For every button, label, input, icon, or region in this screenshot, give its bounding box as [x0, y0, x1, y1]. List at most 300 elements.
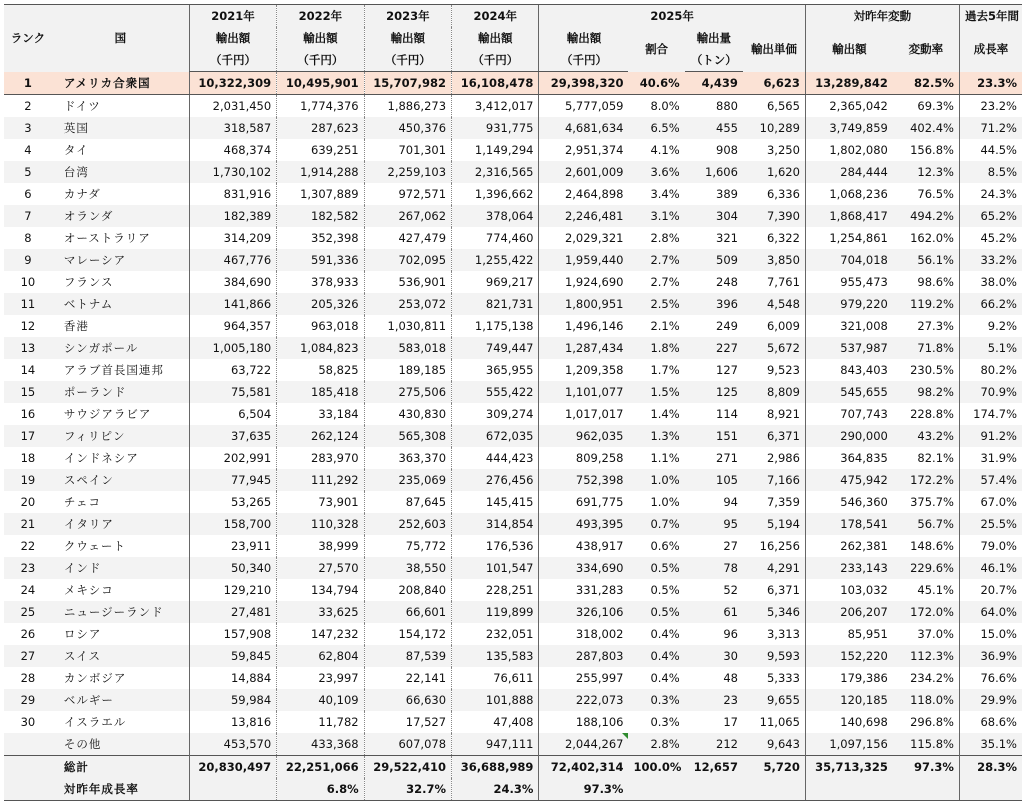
export-2022-cell: 283,970 — [277, 447, 364, 469]
export-2025-cell: 2,246,481 — [539, 205, 629, 227]
yoy-rate-cell: 296.8% — [893, 711, 960, 733]
country-cell: チェコ — [52, 491, 189, 513]
country-cell: タイ — [52, 139, 189, 161]
export-2023-cell: 1,886,273 — [364, 95, 451, 118]
export-2022-cell: 111,292 — [277, 469, 364, 491]
unit-price-cell: 6,336 — [743, 183, 805, 205]
yoy-rate-cell: 229.6% — [893, 557, 960, 579]
export-2023-cell: 430,830 — [364, 403, 451, 425]
export-2025-cell: 287,803 — [539, 645, 629, 667]
growth-rate-cell: 33.2% — [959, 249, 1022, 271]
export-2023-cell: 972,571 — [364, 183, 451, 205]
total-growth-cell: 28.3% — [959, 756, 1022, 779]
export-2021-cell: 27,481 — [189, 601, 276, 623]
export-2024-cell: 232,051 — [452, 623, 539, 645]
share-cell: 0.4% — [628, 667, 684, 689]
export-2022-cell: 639,251 — [277, 139, 364, 161]
export-2023-cell: 702,095 — [364, 249, 451, 271]
country-cell: フィリピン — [52, 425, 189, 447]
export-2021-cell: 2,031,450 — [189, 95, 276, 118]
rank-cell: 20 — [4, 491, 52, 513]
export-2025-cell: 493,395 — [539, 513, 629, 535]
yoy-value-cell: 290,000 — [805, 425, 892, 447]
yoy-value-cell: 103,032 — [805, 579, 892, 601]
export-2023-cell: 66,630 — [364, 689, 451, 711]
unit-price-cell: 5,346 — [743, 601, 805, 623]
growth-rate-cell: 76.6% — [959, 667, 1022, 689]
growth-2023-cell: 32.7% — [364, 778, 451, 801]
export-2024-cell: 931,775 — [452, 117, 539, 139]
growth-rate-header: 成長率 — [959, 27, 1022, 72]
export-2021-cell: 50,340 — [189, 557, 276, 579]
growth-rate-cell: 65.2% — [959, 205, 1022, 227]
volume-cell: 52 — [685, 579, 743, 601]
export-2021-cell: 314,209 — [189, 227, 276, 249]
export-2022-cell: 134,794 — [277, 579, 364, 601]
export-2023-cell: 38,550 — [364, 557, 451, 579]
export-2022-cell: 287,623 — [277, 117, 364, 139]
export-2022-cell: 147,232 — [277, 623, 364, 645]
growth-2022-cell: 6.8% — [277, 778, 364, 801]
export-2023-cell: 66,601 — [364, 601, 451, 623]
yoy-value-cell: 233,143 — [805, 557, 892, 579]
rank-cell: 19 — [4, 469, 52, 491]
unit-price-cell: 3,313 — [743, 623, 805, 645]
year-2024-header: 2024年 — [452, 5, 539, 28]
growth-rate-cell: 9.2% — [959, 315, 1022, 337]
country-cell: ポーランド — [52, 381, 189, 403]
volume-cell: 127 — [685, 359, 743, 381]
growth-rate-cell: 36.9% — [959, 645, 1022, 667]
country-cell: オランダ — [52, 205, 189, 227]
export-2021-cell: 157,908 — [189, 623, 276, 645]
unit-price-cell: 16,256 — [743, 535, 805, 557]
growth-rate-cell: 29.9% — [959, 689, 1022, 711]
export-2021-cell: 468,374 — [189, 139, 276, 161]
table-row — [4, 205, 1022, 227]
export-2022-cell: 23,997 — [277, 667, 364, 689]
yoy-rate-cell: 45.1% — [893, 579, 960, 601]
yoy-value-cell: 120,185 — [805, 689, 892, 711]
export-2024-cell: 276,456 — [452, 469, 539, 491]
yoy-rate-cell: 98.2% — [893, 381, 960, 403]
rank-cell: 4 — [4, 139, 52, 161]
table-row — [4, 469, 1022, 491]
country-cell: メキシコ — [52, 579, 189, 601]
yoy-rate-cell: 56.1% — [893, 249, 960, 271]
rank-cell — [4, 733, 52, 756]
total-label: 総計 — [52, 756, 189, 779]
unit-ton-header: （トン） — [685, 49, 743, 72]
table-row — [4, 72, 1022, 95]
unit-2024-header: （千円） — [452, 49, 539, 72]
yoy-value-cell: 178,541 — [805, 513, 892, 535]
unit-price-cell: 3,250 — [743, 139, 805, 161]
table-row — [4, 579, 1022, 601]
export-2024-cell: 555,422 — [452, 381, 539, 403]
unit-price-cell: 6,371 — [743, 579, 805, 601]
growth-empty-cell — [685, 778, 743, 801]
export-2024-cell: 969,217 — [452, 271, 539, 293]
table-row — [4, 95, 1022, 118]
yoy-rate-cell: 228.8% — [893, 403, 960, 425]
export-2021-cell: 63,722 — [189, 359, 276, 381]
export-2021-cell: 59,984 — [189, 689, 276, 711]
share-cell: 2.8% — [628, 733, 684, 756]
volume-cell: 1,606 — [685, 161, 743, 183]
export-2025-cell: 5,777,059 — [539, 95, 629, 118]
unit-price-cell: 9,523 — [743, 359, 805, 381]
growth-rank-cell — [4, 778, 52, 801]
share-cell: 1.1% — [628, 447, 684, 469]
export-2022-cell: 352,398 — [277, 227, 364, 249]
share-cell: 3.6% — [628, 161, 684, 183]
export-2022-cell: 27,570 — [277, 557, 364, 579]
export-2021-cell: 14,884 — [189, 667, 276, 689]
export-2024-cell: 16,108,478 — [452, 72, 539, 95]
export-value-2024-header: 輸出額 — [452, 27, 539, 49]
yoy-value-header: 輸出額 — [805, 27, 892, 72]
share-cell: 0.5% — [628, 579, 684, 601]
volume-cell: 304 — [685, 205, 743, 227]
export-2021-cell: 467,776 — [189, 249, 276, 271]
export-2025-cell: 255,997 — [539, 667, 629, 689]
yoy-value-cell: 364,835 — [805, 447, 892, 469]
export-2023-cell: 189,185 — [364, 359, 451, 381]
table-row — [4, 139, 1022, 161]
share-cell: 1.4% — [628, 403, 684, 425]
rank-cell: 18 — [4, 447, 52, 469]
year-2023-header: 2023年 — [364, 5, 451, 28]
yoy-value-cell: 1,868,417 — [805, 205, 892, 227]
country-cell: イスラエル — [52, 711, 189, 733]
country-cell: ベルギー — [52, 689, 189, 711]
yoy-rate-cell: 230.5% — [893, 359, 960, 381]
country-cell: インドネシア — [52, 447, 189, 469]
rank-cell: 12 — [4, 315, 52, 337]
volume-cell: 78 — [685, 557, 743, 579]
table-row — [4, 249, 1022, 271]
table-row — [4, 667, 1022, 689]
unit-price-cell: 5,194 — [743, 513, 805, 535]
share-cell: 2.1% — [628, 315, 684, 337]
export-2023-cell: 2,259,103 — [364, 161, 451, 183]
share-cell: 0.4% — [628, 645, 684, 667]
growth-rate-cell: 5.1% — [959, 337, 1022, 359]
country-cell: インド — [52, 557, 189, 579]
unit-price-cell: 7,166 — [743, 469, 805, 491]
yoy-value-cell: 707,743 — [805, 403, 892, 425]
export-2025-cell: 962,035 — [539, 425, 629, 447]
table-row — [4, 491, 1022, 513]
export-2022-cell: 1,307,889 — [277, 183, 364, 205]
total-yoy-rate-cell: 97.3% — [893, 756, 960, 779]
export-2023-cell: 17,527 — [364, 711, 451, 733]
rank-cell: 16 — [4, 403, 52, 425]
export-2021-cell: 182,389 — [189, 205, 276, 227]
export-2021-cell: 202,991 — [189, 447, 276, 469]
volume-cell: 151 — [685, 425, 743, 447]
share-cell: 2.7% — [628, 271, 684, 293]
export-2025-cell: 1,800,951 — [539, 293, 629, 315]
export-2025-cell: 29,398,320 — [539, 72, 629, 95]
export-2025-cell: 318,002 — [539, 623, 629, 645]
growth-rate-cell: 46.1% — [959, 557, 1022, 579]
country-cell: アラブ首長国連邦 — [52, 359, 189, 381]
yoy-rate-cell: 156.8% — [893, 139, 960, 161]
unit-price-cell: 5,672 — [743, 337, 805, 359]
total-2022-cell: 22,251,066 — [277, 756, 364, 779]
growth-rate-cell: 23.3% — [959, 72, 1022, 95]
export-2025-cell: 1,959,440 — [539, 249, 629, 271]
unit-price-cell: 2,986 — [743, 447, 805, 469]
growth-rate-cell: 80.2% — [959, 359, 1022, 381]
export-2022-cell: 110,328 — [277, 513, 364, 535]
growth-rate-cell: 67.0% — [959, 491, 1022, 513]
export-2024-cell: 365,955 — [452, 359, 539, 381]
yoy-rate-cell: 148.6% — [893, 535, 960, 557]
share-cell: 0.3% — [628, 711, 684, 733]
rank-cell: 27 — [4, 645, 52, 667]
export-value-2025-header: 輸出額 — [539, 27, 629, 49]
volume-cell: 30 — [685, 645, 743, 667]
export-2023-cell: 208,840 — [364, 579, 451, 601]
table-row — [4, 315, 1022, 337]
yoy-value-cell: 2,365,042 — [805, 95, 892, 118]
table-row — [4, 645, 1022, 667]
export-2021-cell: 10,322,309 — [189, 72, 276, 95]
export-2024-cell: 135,583 — [452, 645, 539, 667]
table-row — [4, 689, 1022, 711]
growth-rate-cell: 71.2% — [959, 117, 1022, 139]
yoy-rate-cell: 12.3% — [893, 161, 960, 183]
table-row — [4, 425, 1022, 447]
volume-cell: 105 — [685, 469, 743, 491]
export-2022-cell: 11,782 — [277, 711, 364, 733]
unit-price-cell: 7,359 — [743, 491, 805, 513]
table-row — [4, 623, 1022, 645]
rank-cell: 25 — [4, 601, 52, 623]
export-2022-cell: 591,336 — [277, 249, 364, 271]
growth-rate-cell: 57.4% — [959, 469, 1022, 491]
export-2022-cell: 58,825 — [277, 359, 364, 381]
export-2025-cell: 1,101,077 — [539, 381, 629, 403]
yoy-value-cell: 262,381 — [805, 535, 892, 557]
country-cell: その他 — [52, 733, 189, 756]
export-2021-cell: 384,690 — [189, 271, 276, 293]
rank-cell: 13 — [4, 337, 52, 359]
unit-price-cell: 9,643 — [743, 733, 805, 756]
export-2024-cell: 774,460 — [452, 227, 539, 249]
five-year-group-header: 過去5年間 — [959, 5, 1022, 28]
unit-price-cell: 6,565 — [743, 95, 805, 118]
export-2024-cell: 119,899 — [452, 601, 539, 623]
total-2023-cell: 29,522,410 — [364, 756, 451, 779]
yoy-value-cell: 955,473 — [805, 271, 892, 293]
comment-indicator-icon[interactable] — [622, 733, 628, 739]
export-2023-cell: 536,901 — [364, 271, 451, 293]
country-cell: カナダ — [52, 183, 189, 205]
export-2021-cell: 964,357 — [189, 315, 276, 337]
rank-cell: 5 — [4, 161, 52, 183]
export-2023-cell: 275,506 — [364, 381, 451, 403]
table-header — [4, 5, 1022, 72]
yoy-rate-cell: 27.3% — [893, 315, 960, 337]
unit-price-cell: 6,371 — [743, 425, 805, 447]
growth-rate-cell: 8.5% — [959, 161, 1022, 183]
export-2023-cell: 15,707,982 — [364, 72, 451, 95]
unit-price-cell: 7,761 — [743, 271, 805, 293]
total-yoy-value-cell: 35,713,325 — [805, 756, 892, 779]
yoy-rate-cell: 76.5% — [893, 183, 960, 205]
yoy-rate-cell: 162.0% — [893, 227, 960, 249]
yoy-value-cell: 152,220 — [805, 645, 892, 667]
volume-cell: 61 — [685, 601, 743, 623]
rank-cell: 14 — [4, 359, 52, 381]
rank-cell: 28 — [4, 667, 52, 689]
export-2023-cell: 450,376 — [364, 117, 451, 139]
export-2025-cell: 691,775 — [539, 491, 629, 513]
export-2021-cell: 141,866 — [189, 293, 276, 315]
yoy-rate-cell: 115.8% — [893, 733, 960, 756]
yoy-value-cell: 1,254,861 — [805, 227, 892, 249]
total-unit-price-cell: 5,720 — [743, 756, 805, 779]
export-2021-cell: 453,570 — [189, 733, 276, 756]
unit-price-cell: 11,065 — [743, 711, 805, 733]
yoy-rate-cell: 82.5% — [893, 72, 960, 95]
export-2025-cell: 1,496,146 — [539, 315, 629, 337]
yoy-rate-cell: 37.0% — [893, 623, 960, 645]
total-row — [4, 756, 1022, 779]
rank-header: ランク — [4, 5, 52, 72]
export-2021-cell: 129,210 — [189, 579, 276, 601]
export-2024-cell: 314,854 — [452, 513, 539, 535]
table-row — [4, 403, 1022, 425]
unit-price-cell: 3,850 — [743, 249, 805, 271]
country-cell: スイス — [52, 645, 189, 667]
year-2022-header: 2022年 — [277, 5, 364, 28]
growth-rate-cell: 68.6% — [959, 711, 1022, 733]
export-2021-cell: 23,911 — [189, 535, 276, 557]
yoy-value-cell: 843,403 — [805, 359, 892, 381]
volume-cell: 271 — [685, 447, 743, 469]
export-2022-cell: 40,109 — [277, 689, 364, 711]
export-2023-cell: 363,370 — [364, 447, 451, 469]
export-2024-cell: 1,175,138 — [452, 315, 539, 337]
export-2025-cell: 809,258 — [539, 447, 629, 469]
rank-cell: 11 — [4, 293, 52, 315]
yoy-value-cell: 179,386 — [805, 667, 892, 689]
yoy-rate-cell: 118.0% — [893, 689, 960, 711]
volume-cell: 94 — [685, 491, 743, 513]
total-share-cell: 100.0% — [628, 756, 684, 779]
growth-rate-cell: 70.9% — [959, 381, 1022, 403]
rank-cell: 10 — [4, 271, 52, 293]
share-cell: 0.3% — [628, 689, 684, 711]
export-2022-cell: 38,999 — [277, 535, 364, 557]
yoy-rate-cell: 98.6% — [893, 271, 960, 293]
yoy-value-cell: 979,220 — [805, 293, 892, 315]
yoy-value-cell: 13,289,842 — [805, 72, 892, 95]
unit-price-cell: 6,009 — [743, 315, 805, 337]
table-row — [4, 337, 1022, 359]
export-2023-cell: 701,301 — [364, 139, 451, 161]
export-2023-cell: 1,030,811 — [364, 315, 451, 337]
yoy-value-cell: 321,008 — [805, 315, 892, 337]
export-2021-cell: 6,504 — [189, 403, 276, 425]
share-cell: 6.5% — [628, 117, 684, 139]
volume-cell: 227 — [685, 337, 743, 359]
unit-price-header: 輸出単価 — [743, 27, 805, 72]
country-header: 国 — [52, 5, 189, 72]
yoy-value-cell: 545,655 — [805, 381, 892, 403]
export-2022-cell: 73,901 — [277, 491, 364, 513]
growth-empty-cell — [959, 778, 1022, 801]
yoy-value-cell: 1,068,236 — [805, 183, 892, 205]
volume-cell: 396 — [685, 293, 743, 315]
export-2024-cell: 672,035 — [452, 425, 539, 447]
yoy-rate-cell: 494.2% — [893, 205, 960, 227]
rank-cell: 24 — [4, 579, 52, 601]
total-2024-cell: 36,688,989 — [452, 756, 539, 779]
volume-cell: 17 — [685, 711, 743, 733]
table-row — [4, 711, 1022, 733]
volume-cell: 23 — [685, 689, 743, 711]
country-cell: ドイツ — [52, 95, 189, 118]
export-2022-cell: 963,018 — [277, 315, 364, 337]
yoy-rate-cell: 402.4% — [893, 117, 960, 139]
export-2025-cell: 331,283 — [539, 579, 629, 601]
growth-rate-cell: 35.1% — [959, 733, 1022, 756]
yoy-value-cell: 140,698 — [805, 711, 892, 733]
export-2021-cell: 59,845 — [189, 645, 276, 667]
export-2023-cell: 235,069 — [364, 469, 451, 491]
table-row — [4, 183, 1022, 205]
growth-rate-cell: 79.0% — [959, 535, 1022, 557]
volume-cell: 4,439 — [685, 72, 743, 95]
export-2022-cell: 10,495,901 — [277, 72, 364, 95]
volume-cell: 125 — [685, 381, 743, 403]
export-2024-cell: 228,251 — [452, 579, 539, 601]
export-2022-cell: 33,625 — [277, 601, 364, 623]
export-2025-cell: 438,917 — [539, 535, 629, 557]
share-cell: 40.6% — [628, 72, 684, 95]
share-cell: 1.5% — [628, 381, 684, 403]
export-2021-cell: 1,005,180 — [189, 337, 276, 359]
volume-cell: 27 — [685, 535, 743, 557]
yoy-rate-header: 変動率 — [893, 27, 960, 72]
country-cell: ベトナム — [52, 293, 189, 315]
export-2022-cell: 1,914,288 — [277, 161, 364, 183]
volume-cell: 212 — [685, 733, 743, 756]
export-2023-cell: 565,308 — [364, 425, 451, 447]
rank-cell: 21 — [4, 513, 52, 535]
country-cell: アメリカ合衆国 — [52, 72, 189, 95]
volume-cell: 321 — [685, 227, 743, 249]
growth-empty-cell — [743, 778, 805, 801]
export-2021-cell: 53,265 — [189, 491, 276, 513]
rank-cell: 7 — [4, 205, 52, 227]
growth-2025-cell: 97.3% — [539, 778, 629, 801]
share-cell: 2.8% — [628, 227, 684, 249]
growth-rate-cell: 174.7% — [959, 403, 1022, 425]
yoy-value-cell: 284,444 — [805, 161, 892, 183]
year-2025-header: 2025年 — [539, 5, 805, 28]
country-cell: イタリア — [52, 513, 189, 535]
share-cell: 3.1% — [628, 205, 684, 227]
yoy-value-cell: 537,987 — [805, 337, 892, 359]
total-rank-cell — [4, 756, 52, 779]
